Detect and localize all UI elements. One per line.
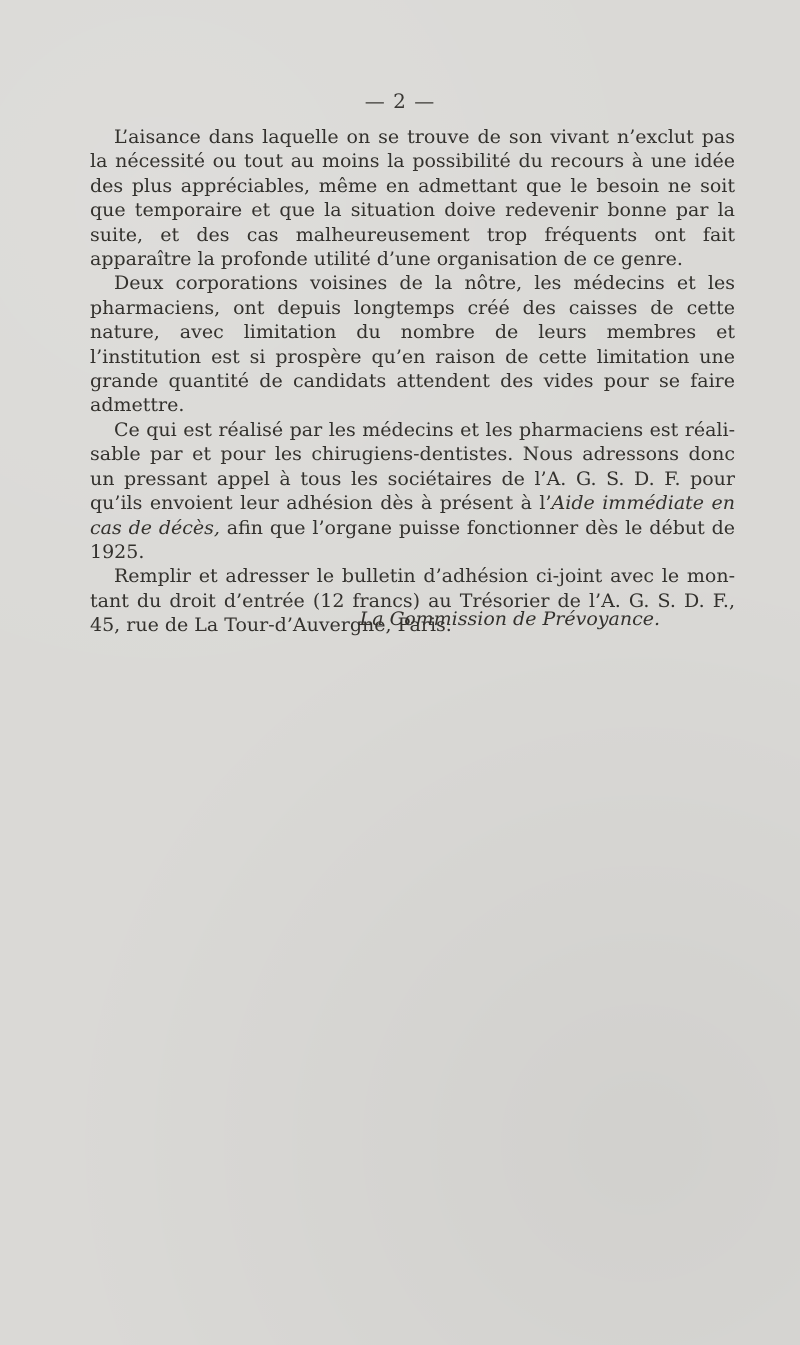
signature: La Commission de Prévoyance. [359,608,660,630]
page-number: — 2 — [364,89,436,113]
paragraph-1: L’aisance dans laquelle on se trouve de son vivant n’exclut pas la nécessité ou tout au moins la possibilité du recours à une idée des plus appréciables, même en admettant que le besoin ne soit que temporaire et que la situation doive redevenir bonne par la suite, et des cas malheureusement trop fréquents ont fait apparaître la profonde utilité d’une organisation de ce genre. [90,126,735,271]
paragraph-4: Remplir et adresser le bulletin d’adhésion ci-joint avec le montant du droit d’entrée (12 francs) au Trésorier de l’A. G. S. D. F., 45, rue de La Tour-d’Auvergne, Paris. [90,565,735,637]
paragraph-3-text-before: Ce qui est réalisé par les médecins et les pharmaciens est réalisable par et pour les chirugiens-dentistes. Nous adressons donc un pressant appel à tous les sociétaires de l’A. G. S. D. F. pour qu’ils envoient leur adhésion dès à présent à l’ [90,418,735,515]
paragraph-3-text-after: afin que l’organe puisse fonctionner dès le début de 1925. [90,516,735,563]
body-text [90,125,735,638]
paragraph-3 [90,418,735,564]
paragraph-2: Deux corporations voisines de la nôtre, les médecins et les pharmaciens, ont depuis longtemps créé des caisses de cette nature, avec limitation du nombre de leurs membres et l’institution est si prospère qu’en raison de cette limitation une grande quantité de candidats attendent des vides pour se faire admettre. [90,272,735,417]
paragraph-3-italic-title: Aide immédiate en cas de décès, [90,492,735,539]
